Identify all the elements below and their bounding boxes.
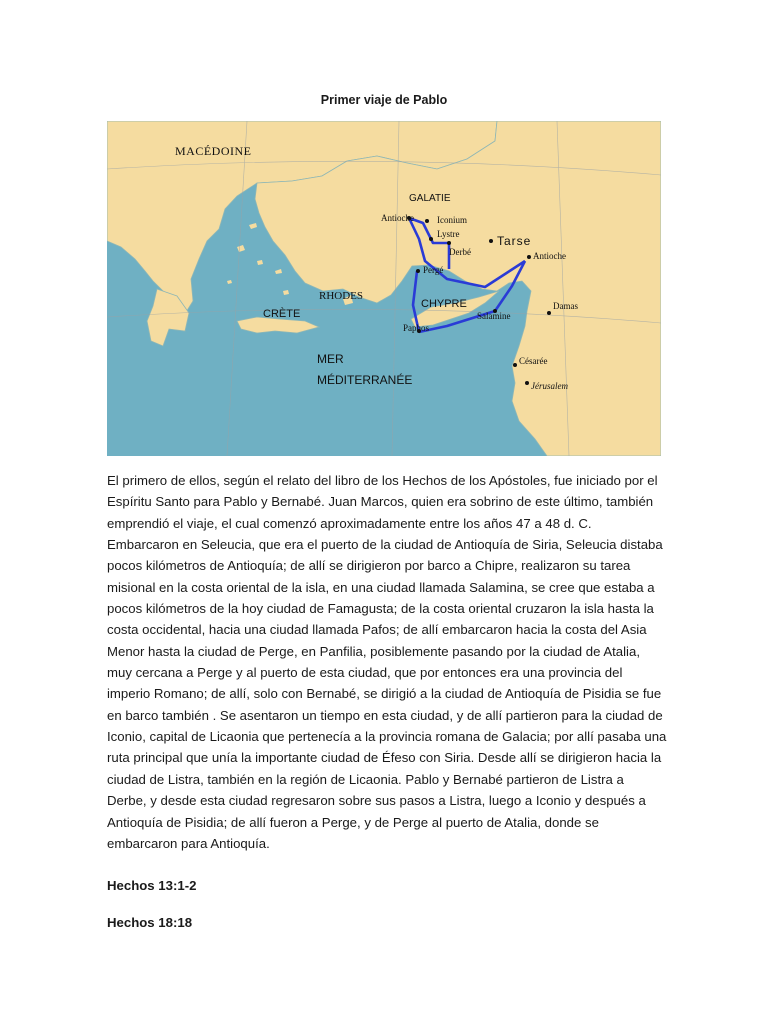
dot-perge (416, 269, 420, 273)
dot-derbe (447, 241, 451, 245)
label-crete: CRÈTE (263, 308, 301, 320)
reference-hechos-13: Hechos 13:1-2 (107, 878, 197, 893)
label-antioche-pisidie: Antioche (381, 213, 414, 223)
dot-tarse (489, 239, 493, 243)
label-rhodes: RHODES (319, 290, 364, 302)
body-paragraph: El primero de ellos, según el relato del libro de los Hechos de los Apóstoles, fue iniciado por el Espíritu Santo para Pablo y Bernabé. Juan Marcos, quien era sobrino de este último, también emprendió el viaje, el cual comenzó aproximadamente entre los años 47 a 48 d. C. Embarcaron en Seleucia, que era el puerto de la ciudad de Antioquía de Siria, Seleucia distaba pocos kilómetros de Antioquía; de allí se dirigieron por barco a Chipre, realizaron su tarea misional en la costa oriental de la isla, en una ciudad llamada Salamina, se cree que estaba a pocos kilómetros de la hoy ciudad de Famagusta; de la costa oriental cruzaron la isla hasta la costa occidental, hacia una ciudad llamada Pafos; de allí embarcaron hacia la costa del Asia Menor hasta la ciudad de Perge, en Panfilia, posiblemente pasando por la ciudad de Atalia, muy cercana a Perge y al puerto de esta ciudad, que por entonces era una provincia del imperio Romano; de allí, solo con Bernabé, se dirigió a la ciudad de Antioquía de Pisidia se fue en barco también . Se asentaron un tiempo en esta ciudad, y de allí partieron para la ciudad de Iconio, capital de Licaonia que pertenecía a la provincia romana de Galacia; por allí pasaba una ruta principal que unía la importante ciudad de Éfeso con Siria. Desde allí se dirigieron hacia la ciudad de Listra, también en la región de Licaonia. Pablo y Bernabé partieron de Listra a Derbe, y desde esta ciudad regresaron sobre sus pasos a Listra, luego a Iconio y después a Antioquía de Pisidia; de allí fueron a Perge, y de Perge al puerto de Atalia, donde se embarcaron para Antioquía. (107, 473, 667, 851)
label-perge: Pergé (423, 265, 444, 275)
journey-map (107, 121, 661, 456)
label-jerusalem: Jérusalem (531, 381, 568, 391)
label-cesaree: Césarée (519, 356, 548, 366)
label-macedoine: MACÉDOINE (175, 144, 252, 158)
label-antioche-syrie: Antioche (533, 251, 566, 261)
label-derbe: Derbé (449, 247, 471, 257)
dot-lystre (429, 237, 433, 241)
dot-cesaree (513, 363, 517, 367)
label-mer: MER (317, 352, 344, 366)
dot-damas (547, 311, 551, 315)
label-mediterranee: MÉDITERRANÉE (317, 373, 413, 387)
label-chypre: CHYPRE (421, 298, 467, 310)
dot-iconium (425, 219, 429, 223)
label-damas: Damas (553, 301, 578, 311)
label-iconium: Iconium (437, 215, 467, 225)
label-salamine: Salamine (477, 311, 511, 321)
dot-jerusalem (525, 381, 529, 385)
label-tarse: Tarse (497, 234, 532, 248)
reference-hechos-18: Hechos 18:18 (107, 915, 193, 930)
label-paphos: Paphos (403, 323, 430, 333)
label-lystre: Lystre (437, 229, 460, 239)
page-title: Primer viaje de Pablo (320, 93, 448, 107)
label-galatie: GALATIE (409, 193, 451, 204)
dot-antioche-syrie (527, 255, 531, 259)
